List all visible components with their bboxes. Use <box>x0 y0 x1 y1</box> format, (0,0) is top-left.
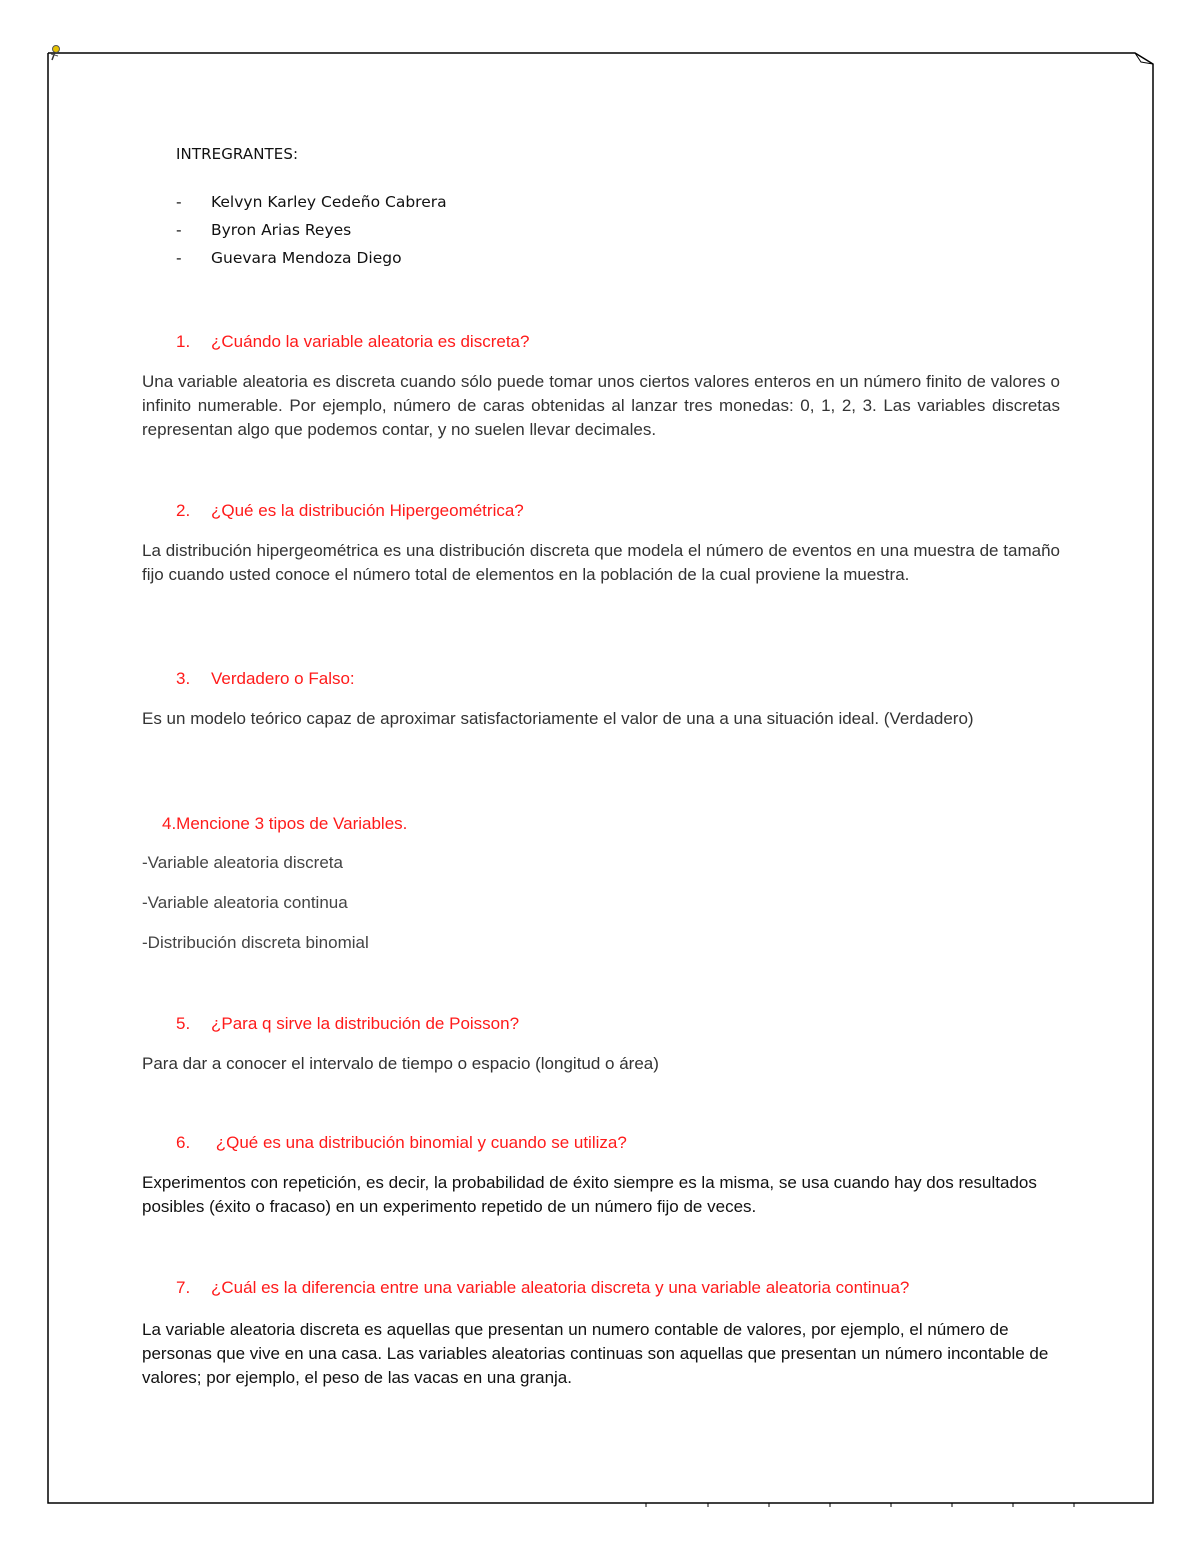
list-item: -Variable aleatoria continua <box>142 893 348 912</box>
answer-paragraph: Una variable aleatoria es discreta cuando sólo puede tomar unos ciertos valores enteros en un número finito de valores o infinito numerable. Por ejemplo, número de caras obtenidas al lanzar tres monedas: 0, 1, 2, 3. Las variables discretas representan algo que podemos contar, y no suelen llevar decimales. <box>142 372 1060 439</box>
question-number: 1. <box>176 332 191 351</box>
question-heading <box>162 814 407 834</box>
bullet: - <box>176 221 182 239</box>
question-heading <box>176 669 355 689</box>
answer-paragraph: Para dar a conocer el intervalo de tiempo o espacio (longitud o área) <box>142 1054 659 1073</box>
member-name: Byron Arias Reyes <box>211 221 352 239</box>
question-text: ¿Cuál es la diferencia entre una variable aleatoria discreta y una variable aleatoria continua? <box>211 1278 910 1297</box>
question-heading <box>176 332 529 352</box>
question-number: 2. <box>176 501 191 520</box>
list-item <box>176 216 447 244</box>
question-heading <box>176 501 524 521</box>
answer-paragraph: Experimentos con repetición, es decir, la probabilidad de éxito siempre es la misma, se usa cuando hay dos resultados posibles (éxito o fracaso) en un experimento repetido de un número fijo de veces. <box>142 1173 1037 1216</box>
pin-icon <box>48 44 62 62</box>
question-text: ¿Cuándo la variable aleatoria es discreta? <box>211 332 530 351</box>
members-heading: INTREGRANTES: <box>176 145 299 163</box>
members-list <box>176 188 447 272</box>
question-number: 3. <box>176 669 191 688</box>
question-number: 6. <box>176 1133 191 1152</box>
list-item <box>176 188 447 216</box>
answer-paragraph: La variable aleatoria discreta es aquellas que presentan un numero contable de valores, por ejemplo, el número de personas que vive en una casa. Las variables aleatorias continuas son aquellas que presentan un número incontable de valores; por ejemplo, el peso de las vacas en una granja. <box>142 1320 1049 1387</box>
member-name: Guevara Mendoza Diego <box>211 249 402 267</box>
bullet: - <box>176 193 182 211</box>
question-heading <box>176 1133 627 1153</box>
answer-paragraph: Es un modelo teórico capaz de aproximar satisfactoriamente el valor de una a una situación ideal. (Verdadero) <box>142 709 974 728</box>
question-heading <box>176 1278 909 1298</box>
question-text: ¿Qué es una distribución binomial y cuando se utiliza? <box>211 1133 627 1152</box>
list-item: -Distribución discreta binomial <box>142 933 369 952</box>
question-text: Verdadero o Falso: <box>211 669 355 688</box>
question-text: 4.Mencione 3 tipos de Variables. <box>162 814 408 833</box>
question-text: ¿Qué es la distribución Hipergeométrica? <box>211 501 524 520</box>
question-number: 7. <box>176 1278 191 1297</box>
answer-paragraph: La distribución hipergeométrica es una distribución discreta que modela el número de eventos en una muestra de tamaño fijo cuando usted conoce el número total de elementos en la población de la cual proviene la muestra. <box>142 541 1060 584</box>
list-item <box>176 244 447 272</box>
question-heading <box>176 1014 519 1034</box>
bullet: - <box>176 249 182 267</box>
member-name: Kelvyn Karley Cedeño Cabrera <box>211 193 447 211</box>
question-text: ¿Para q sirve la distribución de Poisson? <box>211 1014 520 1033</box>
list-item: -Variable aleatoria discreta <box>142 853 343 872</box>
question-number: 5. <box>176 1014 191 1033</box>
